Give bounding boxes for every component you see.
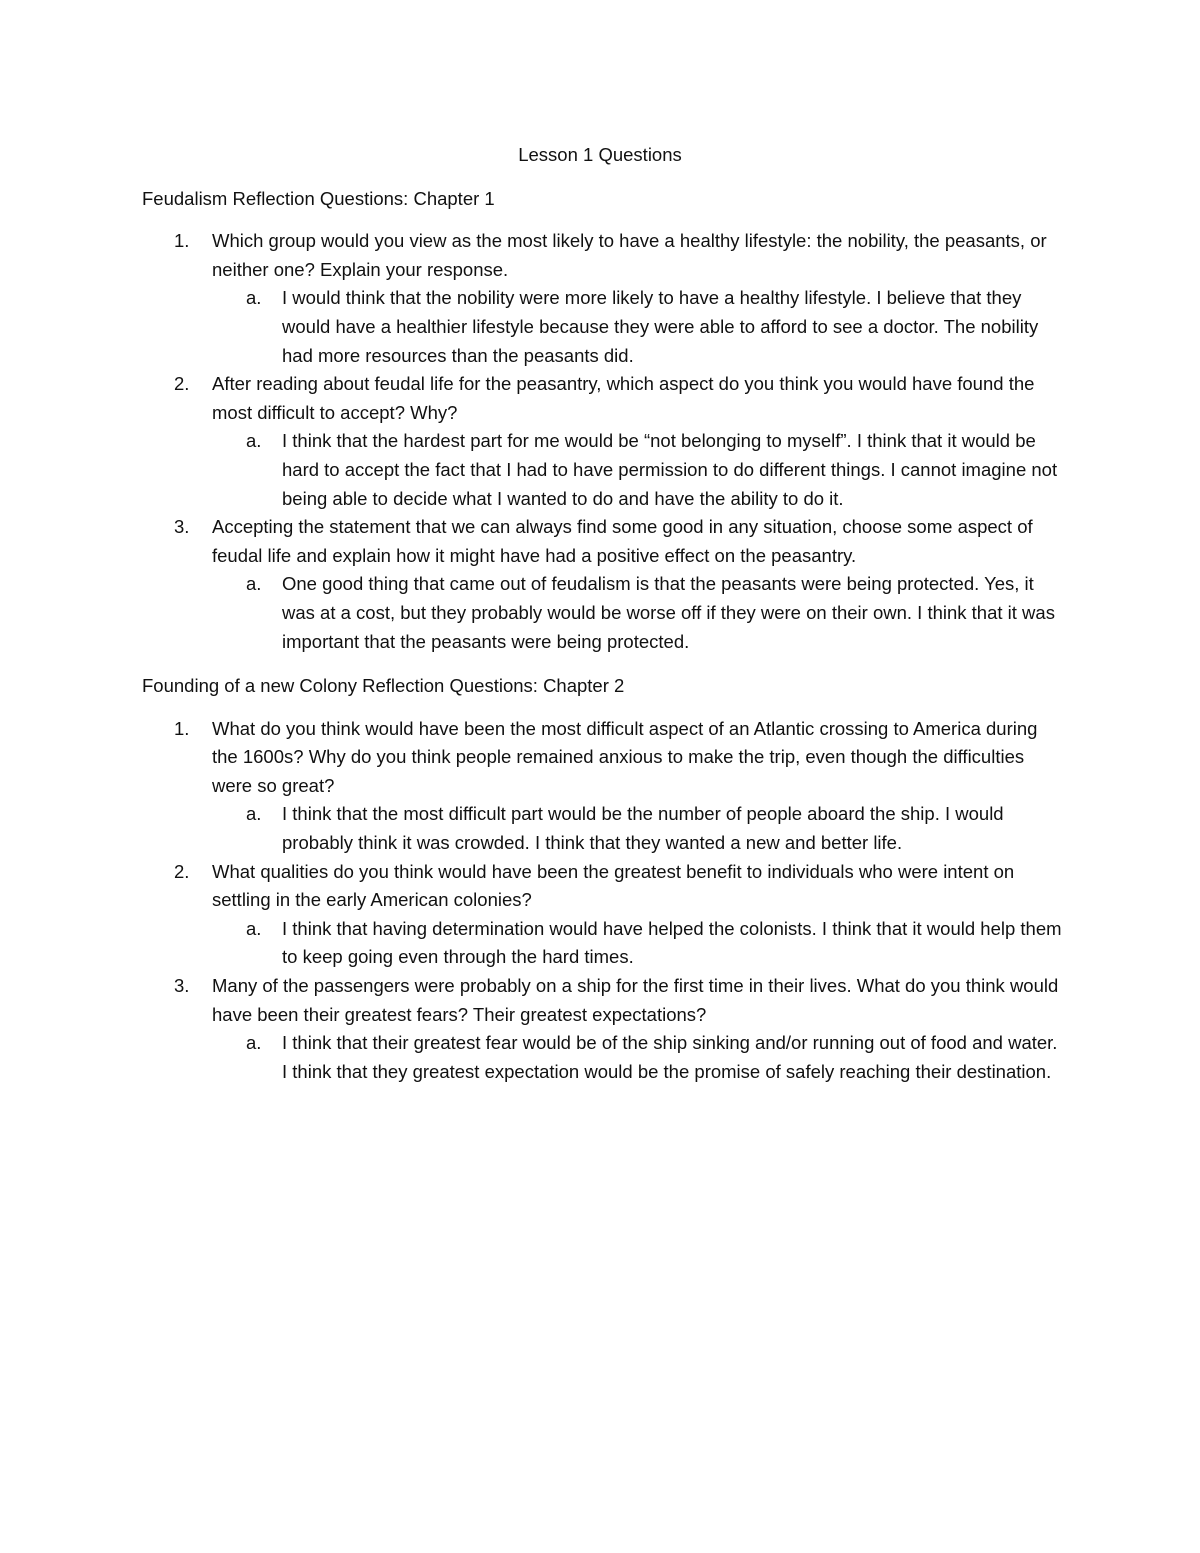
answer-text: I think that their greatest fear would be of the ship sinking and/or running out of food and water. I think that they greatest expectation would be the promise of safely reaching their destination. xyxy=(282,1032,1058,1082)
answer-list xyxy=(212,427,1062,513)
answer-text: I think that having determination would have helped the colonists. I think that it would help them to keep going even through the hard times. xyxy=(282,917,1062,968)
answer-text: I think that the hardest part for me would be “not belonging to myself”. I think that it would be hard to accept the fact that I had to have permission to do different things. I cannot imagine not being able to decide what I wanted to do and have the ability to do it. xyxy=(282,430,1058,509)
question-item xyxy=(142,715,1062,858)
answer-letter: a. xyxy=(246,430,262,452)
answer-list xyxy=(212,1029,1062,1086)
answer-list xyxy=(212,570,1062,656)
question-item xyxy=(142,513,1062,656)
question-number: 1. xyxy=(174,230,190,252)
answer-item xyxy=(212,1029,1062,1086)
question-number: 1. xyxy=(174,717,190,739)
answer-item xyxy=(212,915,1062,972)
answer-letter: a. xyxy=(246,287,262,309)
question-number: 3. xyxy=(174,975,190,997)
answer-item xyxy=(212,800,1062,857)
answer-letter: a. xyxy=(246,803,262,825)
answer-list xyxy=(212,284,1062,370)
question-item xyxy=(142,227,1062,370)
answer-text: I think that the most difficult part would be the number of people aboard the ship. I would probably think it was crowded. I think that they wanted a new and better life. xyxy=(282,803,1004,854)
question-list-chapter-1 xyxy=(142,227,1062,656)
question-list-chapter-2 xyxy=(142,715,1062,1087)
answer-letter: a. xyxy=(246,1032,262,1054)
question-number: 3. xyxy=(174,516,190,538)
question-text: Accepting the statement that we can always find some good in any situation, choose some aspect of feudal life and explain how it might have had a positive effect on the peasantry. xyxy=(212,516,1033,566)
answer-letter: a. xyxy=(246,573,262,595)
question-item xyxy=(142,972,1062,1086)
document-title: Lesson 1 Questions xyxy=(518,144,682,165)
question-text: What do you think would have been the most difficult aspect of an Atlantic crossing to America during the 1600s? Why do you think people remained anxious to make the trip, even though the difficulties were so great? xyxy=(212,717,1038,796)
question-number: 2. xyxy=(174,860,190,882)
answer-text: One good thing that came out of feudalism is that the peasants were being protected. Yes, it was at a cost, but they probably would be worse off if they were on their own. I think that it was important that the peasants were being protected. xyxy=(282,573,1055,652)
question-text: Many of the passengers were probably on a ship for the first time in their lives. What do you think would have been their greatest fears? Their greatest expectations? xyxy=(212,975,1059,1025)
question-text: Which group would you view as the most likely to have a healthy lifestyle: the nobility, the peasants, or neither one? Explain your response. xyxy=(212,230,1047,280)
section-heading-colony: Founding of a new Colony Reflection Questions: Chapter 2 xyxy=(142,675,625,697)
question-item xyxy=(142,370,1062,513)
section-heading-feudalism: Feudalism Reflection Questions: Chapter 1 xyxy=(142,187,495,209)
question-number: 2. xyxy=(174,373,190,395)
answer-item xyxy=(212,427,1062,513)
answer-list xyxy=(212,915,1062,972)
question-text: After reading about feudal life for the peasantry, which aspect do you think you would have found the most difficult to accept? Why? xyxy=(212,373,1035,423)
answer-text: I would think that the nobility were more likely to have a healthy lifestyle. I believe that they would have a healthier lifestyle because they were able to afford to see a doctor. The nobility had more resources than the peasants did. xyxy=(282,287,1039,366)
question-item xyxy=(142,858,1062,972)
answer-item xyxy=(212,284,1062,370)
document-body xyxy=(142,141,1062,1086)
answer-item xyxy=(212,570,1062,656)
question-text: What qualities do you think would have been the greatest benefit to individuals who were intent on settling in the early American colonies? xyxy=(212,860,1015,911)
answer-list xyxy=(212,800,1062,857)
answer-letter: a. xyxy=(246,917,262,939)
